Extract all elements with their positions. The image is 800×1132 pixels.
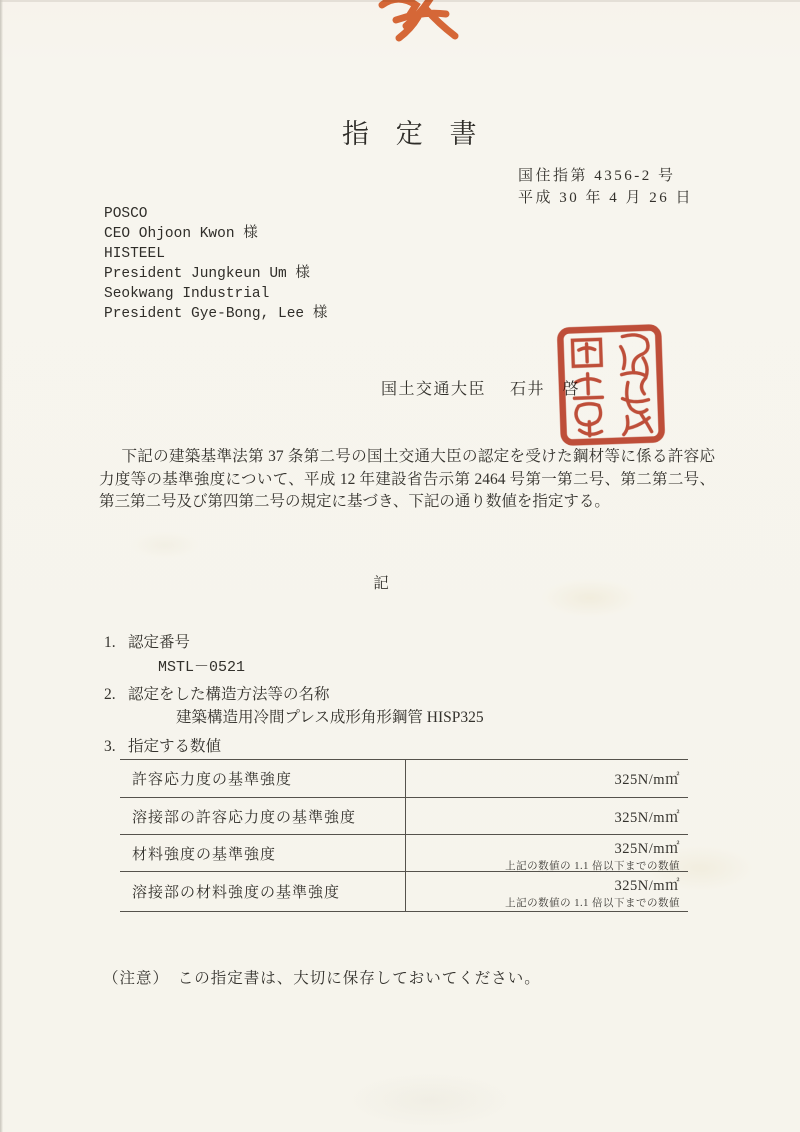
item-3-heading: [104, 734, 221, 756]
table-cell-value: 325N/m㎡: [614, 772, 680, 788]
item-2-heading: [104, 682, 330, 704]
issue-date: 平成 30 年 4 月 26 日: [518, 190, 694, 206]
reference-number: 国住指第 4356-2 号: [518, 168, 676, 184]
table-row: [120, 760, 688, 798]
reference-block: [518, 165, 693, 209]
recipient-line: Seokwang Industrial: [104, 286, 270, 302]
table-cell-label: 溶接部の許容応力度の基準強度: [132, 809, 357, 826]
record-marker: 記: [373, 575, 389, 592]
specified-values-table: [120, 759, 688, 912]
item-number: 1.: [104, 634, 116, 651]
item-number: 2.: [104, 686, 116, 703]
table-cell-label: 溶接部の材料強度の基準強度: [132, 885, 341, 901]
item-1-value: MSTL－0521: [158, 659, 246, 676]
recipient-line: President Gye-Bong, Lee 様: [104, 306, 328, 322]
table-cell-value: 325N/m㎡ 上記の数値の 1.1 倍以下までの数値: [505, 841, 680, 872]
partial-red-stamp-icon: [366, 0, 486, 49]
table-row: [120, 835, 688, 872]
item-2-value: 建築構造用冷間プレス成形角形鋼管 HISP325: [176, 709, 484, 726]
table-row: [120, 798, 688, 835]
table-cell-label: 材料強度の基準強度: [132, 846, 277, 863]
table-row: [120, 872, 688, 912]
recipient-list: [104, 204, 327, 324]
table-cell-value: 325N/m㎡: [614, 809, 680, 826]
body-paragraph: 下記の建築基準法第 37 条第二号の国土交通大臣の認定を受けた鋼材等に係る許容応力度等の基準強度について、平成 12 年建設省告示第 2464 号第一第二号、第二第二号、第三第二号及び第四第二号の規定に基づき、下記の通り数値を指定する。: [99, 448, 715, 510]
item-number: 3.: [104, 738, 116, 755]
item-1-heading: [104, 630, 190, 652]
table-cell-note: 上記の数値の 1.1 倍以下までの数値: [505, 861, 680, 872]
footer-note: （注意） この指定書は、大切に保存しておいてください。: [103, 970, 541, 987]
recipient-line: CEO Ohjoon Kwon 様: [104, 226, 258, 242]
recipient-line: POSCO: [104, 206, 148, 222]
table-cell-note: 上記の数値の 1.1 倍以下までの数値: [505, 898, 680, 909]
issuer-title: 国土交通大臣: [381, 381, 487, 398]
table-cell-value: 325N/m㎡ 上記の数値の 1.1 倍以下までの数値: [505, 878, 680, 909]
item-label: 認定番号: [128, 634, 191, 651]
document-title: 指 定 書: [342, 119, 487, 149]
recipient-line: HISTEEL: [104, 246, 165, 262]
item-label: 認定をした構造方法等の名称: [128, 686, 330, 703]
scan-edge-left: [0, 0, 3, 1132]
item-label: 指定する数値: [128, 738, 222, 755]
table-cell-label: 許容応力度の基準強度: [132, 772, 293, 788]
recipient-line: President Jungkeun Um 様: [104, 266, 310, 282]
minister-seal-icon: [556, 323, 666, 447]
issuer-line: [381, 376, 580, 399]
issuer-name: 石井 啓: [510, 381, 581, 398]
